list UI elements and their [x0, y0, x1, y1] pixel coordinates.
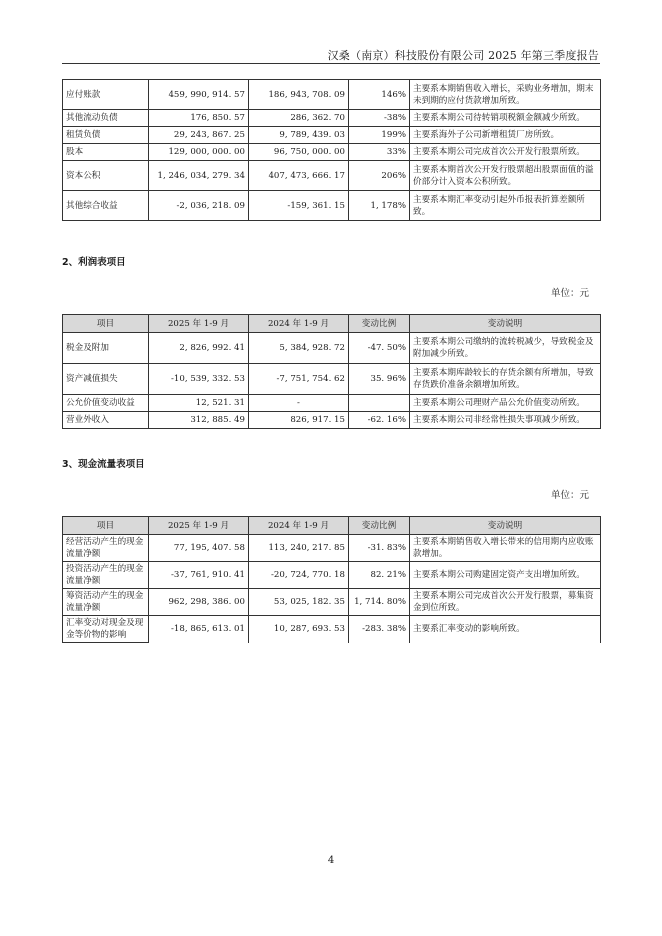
table-row — [63, 616, 601, 643]
item-cell: 资本公积 — [63, 161, 149, 191]
table-row — [63, 191, 601, 221]
change-note-cell: 主要系本期销售收入增长，采购业务增加，期末未到期的应付货款增加所致。 — [410, 80, 601, 110]
table-row — [63, 364, 601, 395]
change-note-cell: 主要系本期汇率变动引起外币报表折算差额所致。 — [410, 191, 601, 221]
prior-value-cell: -20, 724, 770. 18 — [249, 562, 349, 589]
header-divider — [62, 63, 600, 64]
current-value-cell: 129, 000, 000. 00 — [149, 144, 249, 161]
prior-value-cell: 10, 287, 693. 53 — [249, 616, 349, 643]
item-cell: 营业外收入 — [63, 412, 149, 429]
table-row — [63, 395, 601, 412]
change-note-cell: 主要系本期库龄较长的存货余额有所增加，导致存货跌价准备余额增加所致。 — [410, 364, 601, 395]
prior-value-cell: 826, 917. 15 — [249, 412, 349, 429]
change-note-cell: 主要系本期销售收入增长带来的信用期内应收账款增加。 — [410, 535, 601, 562]
table-header-row — [63, 315, 601, 333]
current-value-cell: -2, 036, 218. 09 — [149, 191, 249, 221]
change-ratio-cell: 1, 714. 80% — [349, 589, 410, 616]
column-header: 项目 — [63, 517, 149, 535]
prior-value-cell: 186, 943, 708. 09 — [249, 80, 349, 110]
current-value-cell: 1, 246, 034, 279. 34 — [149, 161, 249, 191]
prior-value-cell: 113, 240, 217. 85 — [249, 535, 349, 562]
column-header: 2025 年 1-9 月 — [149, 315, 249, 333]
table-row — [63, 562, 601, 589]
change-note-cell: 主要系本期公司购建固定资产支出增加所致。 — [410, 562, 601, 589]
item-cell: 应付账款 — [63, 80, 149, 110]
balance-sheet-table — [62, 79, 601, 221]
income-statement-table — [62, 314, 601, 429]
column-header: 2025 年 1-9 月 — [149, 517, 249, 535]
change-note-cell: 主要系本期首次公开发行股票超出股票面值的溢价部分计入资本公积所致。 — [410, 161, 601, 191]
change-note-cell: 主要系海外子公司新增租赁厂房所致。 — [410, 127, 601, 144]
change-ratio-cell: 82. 21% — [349, 562, 410, 589]
prior-value-cell: - — [249, 395, 349, 412]
table-row — [63, 127, 601, 144]
table-row — [63, 589, 601, 616]
cashflow-unit-label: 单位：元 — [550, 490, 589, 501]
change-ratio-cell: -38% — [349, 110, 410, 127]
item-cell: 其他综合收益 — [63, 191, 149, 221]
column-header: 2024 年 1-9 月 — [249, 315, 349, 333]
change-ratio-cell — [349, 395, 410, 412]
prior-value-cell: 53, 025, 182. 35 — [249, 589, 349, 616]
prior-value-cell: -7, 751, 754. 62 — [249, 364, 349, 395]
current-value-cell: 77, 195, 407. 58 — [149, 535, 249, 562]
current-value-cell: -18, 865, 613. 01 — [149, 616, 249, 643]
table-row — [63, 144, 601, 161]
current-value-cell: 459, 990, 914. 57 — [149, 80, 249, 110]
table-row — [63, 412, 601, 429]
income-section-title: 2、利润表项目 — [62, 257, 126, 268]
current-value-cell: -37, 761, 910. 41 — [149, 562, 249, 589]
current-value-cell: 29, 243, 867. 25 — [149, 127, 249, 144]
table-row — [63, 535, 601, 562]
item-cell: 税金及附加 — [63, 333, 149, 364]
current-value-cell: -10, 539, 332. 53 — [149, 364, 249, 395]
column-header: 项目 — [63, 315, 149, 333]
item-cell: 投资活动产生的现金流量净额 — [63, 562, 149, 589]
prior-value-cell: 5, 384, 928. 72 — [249, 333, 349, 364]
item-cell: 租赁负债 — [63, 127, 149, 144]
prior-value-cell: 96, 750, 000. 00 — [249, 144, 349, 161]
column-header: 变动比例 — [349, 517, 410, 535]
change-ratio-cell: 1, 178% — [349, 191, 410, 221]
cashflow-statement-table — [62, 516, 601, 643]
change-ratio-cell: -283. 38% — [349, 616, 410, 643]
table-header-row — [63, 517, 601, 535]
prior-value-cell: 407, 473, 666. 17 — [249, 161, 349, 191]
item-cell: 公允价值变动收益 — [63, 395, 149, 412]
change-ratio-cell: 146% — [349, 80, 410, 110]
change-note-cell: 主要系本期公司完成首次公开发行股票，募集资金到位所致。 — [410, 589, 601, 616]
change-ratio-cell: -47. 50% — [349, 333, 410, 364]
current-value-cell: 962, 298, 386. 00 — [149, 589, 249, 616]
table-row — [63, 110, 601, 127]
item-cell: 经营活动产生的现金流量净额 — [63, 535, 149, 562]
table-row — [63, 161, 601, 191]
change-ratio-cell: 199% — [349, 127, 410, 144]
cashflow-section-title: 3、现金流量表项目 — [62, 459, 145, 470]
column-header: 变动比例 — [349, 315, 410, 333]
change-ratio-cell: 206% — [349, 161, 410, 191]
item-cell: 筹资活动产生的现金流量净额 — [63, 589, 149, 616]
change-note-cell: 主要系本期公司缴纳的流转税减少，导致税金及附加减少所致。 — [410, 333, 601, 364]
current-value-cell: 312, 885. 49 — [149, 412, 249, 429]
change-ratio-cell: 33% — [349, 144, 410, 161]
prior-value-cell: 9, 789, 439. 03 — [249, 127, 349, 144]
item-cell: 其他流动负债 — [63, 110, 149, 127]
current-value-cell: 2, 826, 992. 41 — [149, 333, 249, 364]
current-value-cell: 176, 850. 57 — [149, 110, 249, 127]
report-header-title: 汉桑（南京）科技股份有限公司 2025 年第三季度报告 — [327, 49, 599, 62]
change-ratio-cell: 35. 96% — [349, 364, 410, 395]
column-header: 2024 年 1-9 月 — [249, 517, 349, 535]
change-ratio-cell: -62. 16% — [349, 412, 410, 429]
change-note-cell: 主要系本期公司待转销项税额金额减少所致。 — [410, 110, 601, 127]
item-cell: 股本 — [63, 144, 149, 161]
prior-value-cell: 286, 362. 70 — [249, 110, 349, 127]
item-cell: 汇率变动对现金及现金等价物的影响 — [63, 616, 149, 643]
change-note-cell: 主要系本期公司完成首次公开发行股票所致。 — [410, 144, 601, 161]
current-value-cell: 12, 521. 31 — [149, 395, 249, 412]
item-cell: 资产减值损失 — [63, 364, 149, 395]
column-header: 变动说明 — [410, 517, 601, 535]
column-header: 变动说明 — [410, 315, 601, 333]
change-note-cell: 主要系汇率变动的影响所致。 — [410, 616, 601, 643]
page-number: 4 — [327, 855, 335, 866]
table-row — [63, 80, 601, 110]
change-ratio-cell: -31. 83% — [349, 535, 410, 562]
income-unit-label: 单位：元 — [550, 288, 589, 299]
change-note-cell: 主要系本期公司非经常性损失事项减少所致。 — [410, 412, 601, 429]
table-row — [63, 333, 601, 364]
prior-value-cell: -159, 361. 15 — [249, 191, 349, 221]
change-note-cell: 主要系本期公司理财产品公允价值变动所致。 — [410, 395, 601, 412]
